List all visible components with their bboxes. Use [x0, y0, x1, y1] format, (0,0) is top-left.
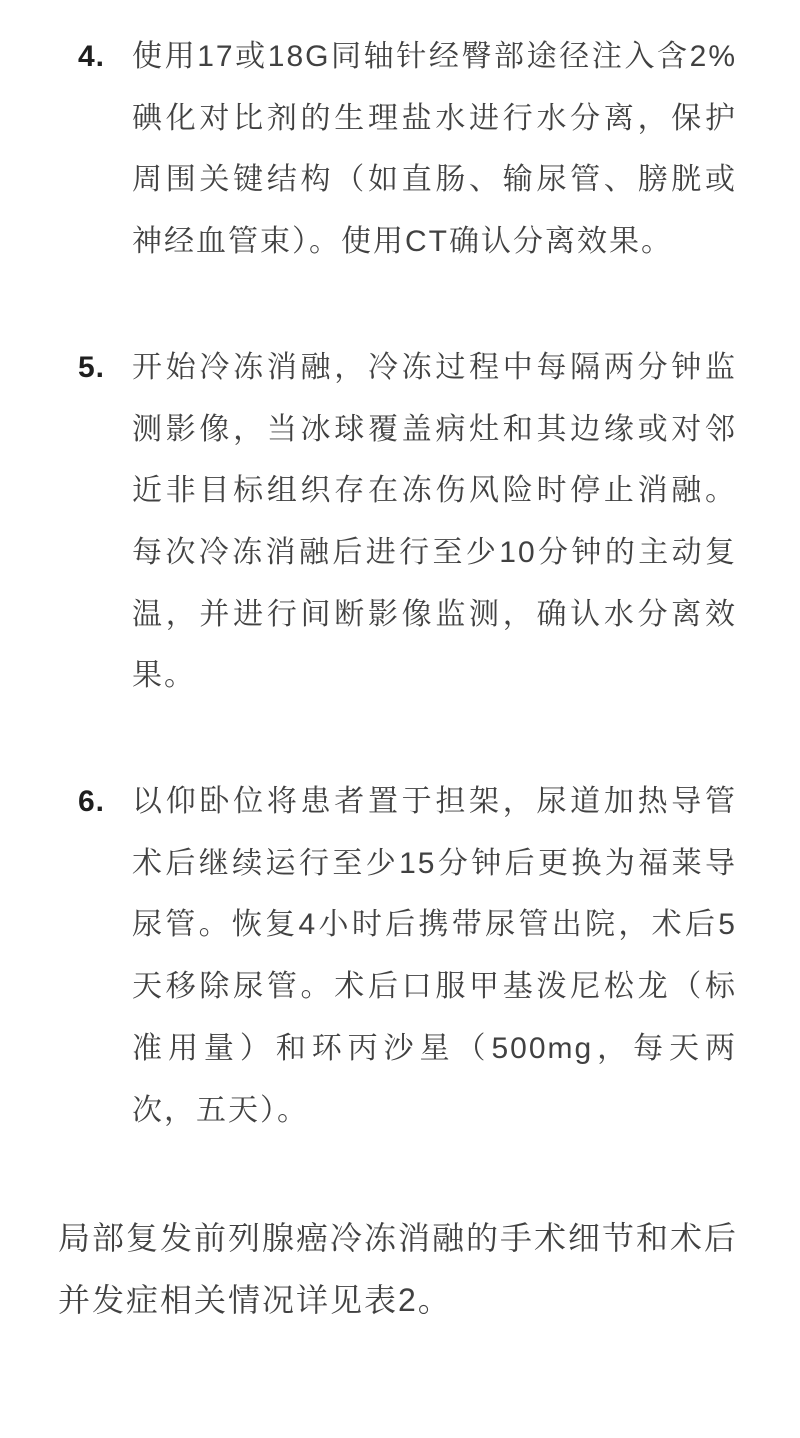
list-item [78, 26, 800, 273]
list-item-text: 使用17或18G同轴针经臀部途径注入含2%碘化对比剂的生理盐水进行水分离，保护周围关键结构（如直肠、输尿管、膀胱或神经血管束）。使用CT确认分离效果。 [132, 40, 737, 259]
list-item [78, 771, 800, 1141]
procedure-list [0, 26, 800, 1141]
closing-paragraph: 局部复发前列腺癌冷冻消融的手术细节和术后并发症相关情况详见表2。 [58, 1220, 739, 1319]
list-item-number: 5. [78, 350, 106, 384]
list-item-text: 开始冷冻消融，冷冻过程中每隔两分钟监测影像，当冰球覆盖病灶和其边缘或对邻近非目标组织存在冻伤风险时停止消融。每次冷冻消融后进行至少10分钟的主动复温，并进行间断影像监测，确认水分离效果。 [132, 350, 737, 693]
list-item [78, 337, 800, 707]
list-item-number: 6. [78, 785, 106, 819]
list-item-text: 以仰卧位将患者置于担架，尿道加热导管术后继续运行至少15分钟后更换为福莱导尿管。恢复4小时后携带尿管出院，术后5天移除尿管。术后口服甲基泼尼松龙（标准用量）和环丙沙星（500mg，每天两次，五天）。 [132, 785, 737, 1127]
list-item-number: 4. [78, 40, 106, 73]
